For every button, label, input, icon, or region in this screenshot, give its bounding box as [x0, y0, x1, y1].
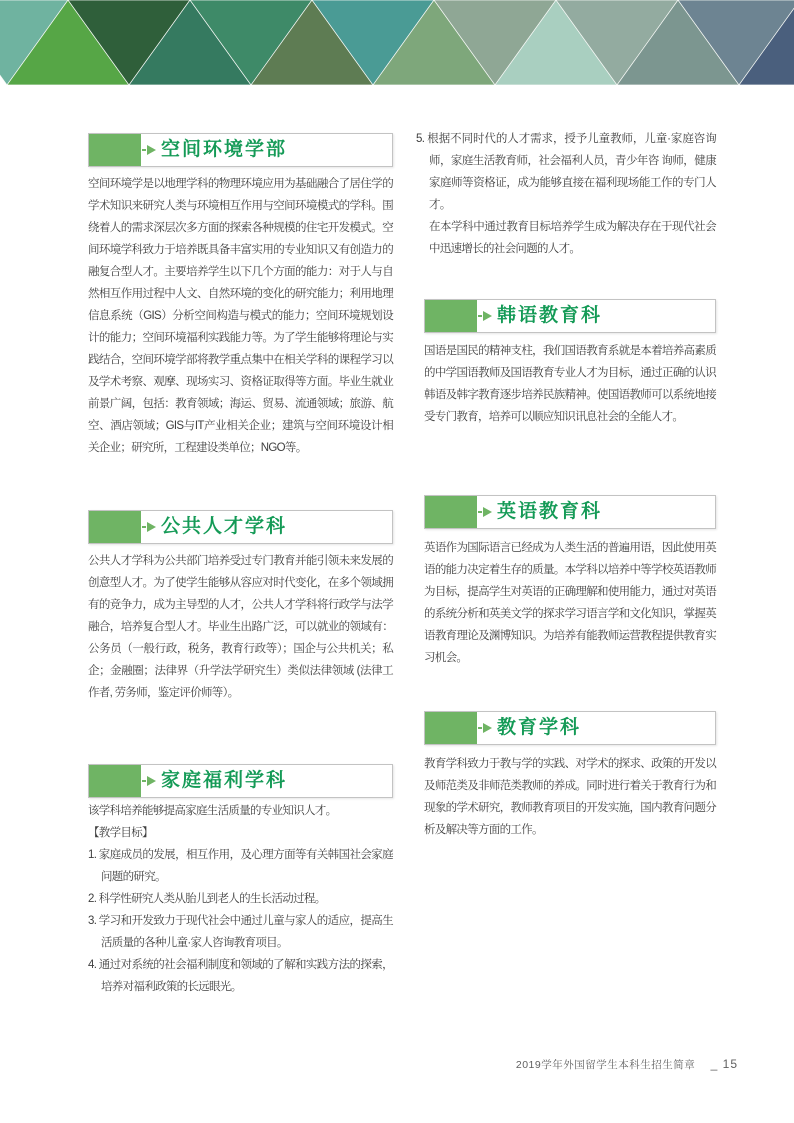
section-title: 空间环境学部: [161, 139, 288, 160]
section-body-education: [424, 753, 716, 841]
section-header-education: [424, 711, 716, 745]
section-header-english-education: [424, 495, 716, 529]
footer-title: 2019学年外国留学生本科生招生简章: [515, 1059, 696, 1071]
section-header-korean-education: [424, 299, 716, 333]
section-body-family-welfare: [88, 800, 393, 998]
section-title: 英语教育科: [497, 501, 603, 522]
green-block: [425, 496, 477, 528]
page-number: _ 15: [710, 1057, 738, 1071]
section-header-family-welfare: [88, 764, 393, 798]
section-header-space-environment: [88, 133, 393, 167]
green-block: [425, 712, 477, 744]
goals-label: 【教学目标】: [88, 827, 153, 839]
section-header-public-talent: [88, 510, 393, 544]
paragraph: 教育学科致力于教与学的实践、对学术的探求、政策的开发以及师范类及非师范类教师的养成。同时进行着关于教育行为和现象的学术研究，教师教育项目的开发实施，国内教育问题分析及解决等方面的工作。: [424, 758, 716, 836]
arrow-right-icon: [483, 723, 492, 733]
paragraph: 英语作为国际语言已经成为人类生活的普遍用语，因此使用英语的能力决定着生存的质量。本学科以培养中等学校英语教师为目标，提高学生对英语的正确理解和使用能力，通过对英语的系统分析和英美文学的探求学习语言学和文化知识，掌握英语教育理论及渊博知识。为培养有能教师运营教程提供教育实习机会。: [424, 542, 716, 664]
arrow-right-icon: [147, 145, 156, 155]
right-column: [416, 0, 716, 1123]
goal-item: 3. 学习和开发致力于现代社会中通过儿童与家人的适应，提高生活质量的各种儿童·家人咨询教育项目。: [88, 915, 393, 949]
section-title: 公共人才学科: [161, 516, 288, 537]
goal-item: 1. 家庭成员的发展，相互作用，及心理方面等有关韩国社会家庭问题的研究。: [88, 849, 393, 883]
continued-goal-block: [416, 128, 716, 260]
section-body-english-education: [424, 537, 716, 669]
paragraph: 国语是国民的精神支柱，我们国语教育系就是本着培养高素质的中学国语教师及国语教育专业人才为目标，通过正确的认识韩语及韩字教育逐步培养民族精神。使国语教师可以系统地接受专门教育，培养可以顺应知识讯息社会的全能人才。: [424, 345, 716, 423]
section-title: 教育学科: [497, 717, 582, 738]
arrow-right-icon: [483, 507, 492, 517]
section-title: 韩语教育科: [497, 305, 603, 326]
green-block: [89, 765, 141, 797]
paragraph: 公共人才学科为公共部门培养受过专门教育并能引领未来发展的创意型人才。为了使学生能够从容应对时代变化，在多个领域拥有的竞争力，成为主导型的人才，公共人才学科将行政学与法学融合，培养复合型人才。毕业生出路广泛，可以就业的领域有：公务员（一般行政，税务，教育行政等）；国企与公共机关；私企；金融圈；法律界（升学法学研究生）类似法律领域 (法律工作者, 劳务师，鉴定评价师等）。: [88, 555, 393, 699]
arrow-right-icon: [483, 311, 492, 321]
green-block: [89, 134, 141, 166]
goal-item-extra: 在本学科中通过教育目标培养学生成为解决存在于现代社会中迅速增长的社会问题的人才。: [429, 221, 716, 255]
paragraph: 空间环境学是以地理学科的物理环境应用为基础融合了居住学的学术知识来研究人类与环境相互作用与空间环境模式的学科。围绕着人的需求深层次多方面的探索各种规模的住宅开发模式。空间环境学科致力于培养既具备丰富实用的专业知识又有创造力的融复合型人才。主要培养学生以下几个方面的能力：对于人与自然相互作用过程中人文、自然环境的变化的研究能力；利用地理信息系统（GIS）分析空间构造与模式的能力；空间环境规划设计的能力；空间环境福利实践能力等。为了学生能够将理论与实践结合，空间环境学部将教学重点集中在相关学科的课程学习以及学术考察、观摩、现场实习、资格证取得等方面。毕业生就业前景广阔，包括：教育领域；海运、贸易、流通领域；旅游、航空、酒店领域；GIS与IT产业相关企业；建筑与空间环境设计相关企业；研究所，工程建设类单位；NGO等。: [88, 178, 393, 454]
goal-item: 2. 科学性研究人类从胎儿到老人的生长活动过程。: [88, 893, 326, 905]
section-title: 家庭福利学科: [161, 770, 288, 791]
section-body-space-environment: [88, 173, 393, 459]
arrow-right-icon: [147, 776, 156, 786]
page-footer: [516, 1057, 738, 1072]
section-body-korean-education: [424, 340, 716, 428]
paragraph-intro: 该学科培养能够提高家庭生活质量的专业知识人才。: [88, 805, 337, 817]
green-block: [89, 511, 141, 543]
goal-item: 4. 通过对系统的社会福利制度和领域的了解和实践方法的探索，培养对福利政策的长远眼光。: [88, 959, 393, 993]
section-body-public-talent: [88, 550, 393, 704]
goal-item: 5. 根据不同时代的人才需求，授予儿童教师，儿童·家庭咨询师，家庭生活教育师，社会福利人员，青少年咨 询师，健康家庭师等资格证，成为能够直接在福利现场能工作的专门人才。: [416, 133, 716, 211]
left-column: [88, 0, 393, 1123]
green-block: [425, 300, 477, 332]
arrow-right-icon: [147, 522, 156, 532]
